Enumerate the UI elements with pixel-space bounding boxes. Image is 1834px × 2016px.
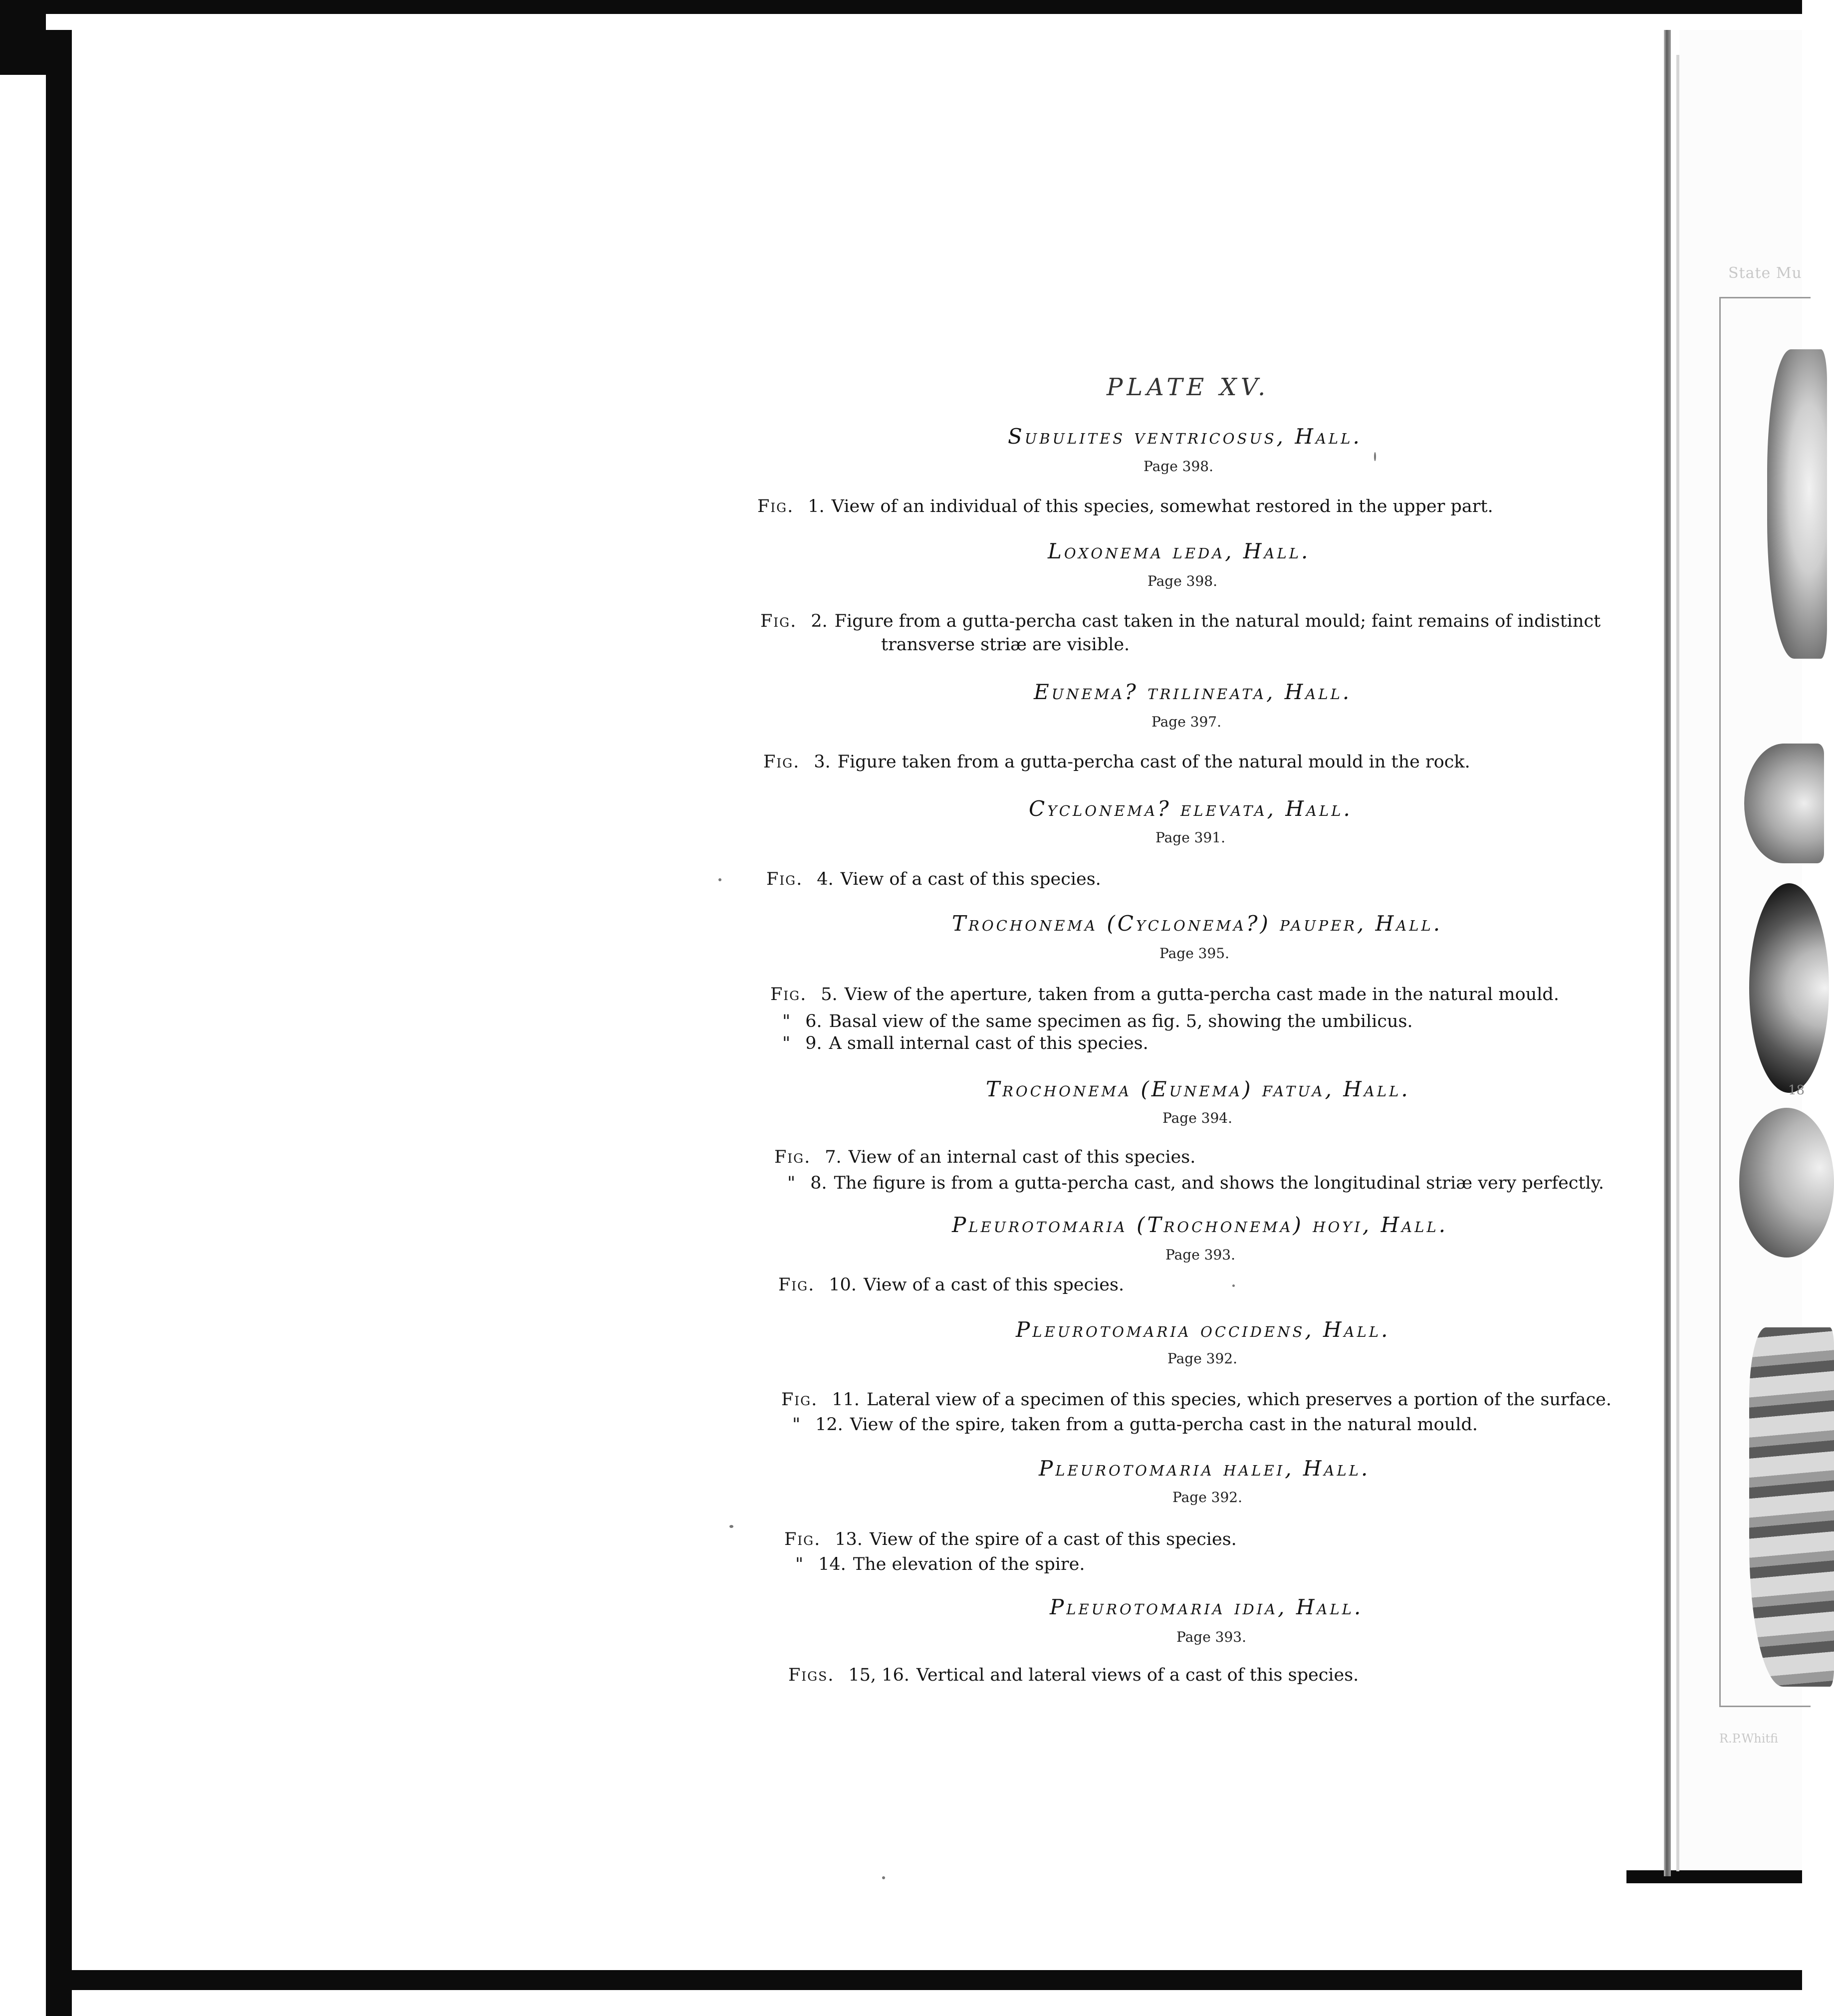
- figure-text: The elevation of the spire.: [853, 1554, 1085, 1574]
- figure-label: Fig.: [781, 1390, 818, 1410]
- figure-caption: [781, 1391, 1611, 1409]
- facing-page-header: State Mu: [1728, 264, 1802, 282]
- figure-number: 1.: [808, 497, 825, 516]
- fossil-illustration: [1767, 349, 1827, 659]
- plate-title: PLATE XV.: [1107, 373, 1270, 401]
- figure-text: Vertical and lateral views of a cast of this species.: [916, 1665, 1359, 1685]
- figure-caption: [763, 754, 1470, 771]
- figure-text: The figure is from a gutta-percha cast, and shows the longitudinal striæ very perfectly.: [834, 1173, 1605, 1193]
- book-gutter: [1664, 30, 1671, 1876]
- figure-text-continuation: transverse striæ are visible.: [881, 635, 1130, 655]
- facing-plate-page: [1679, 30, 1805, 1870]
- species-heading: Eunema? trilineata, Hall.: [1034, 680, 1352, 704]
- figure-number: 3.: [814, 752, 831, 772]
- figure-text: Figure taken from a gutta-percha cast of the natural mould in the rock.: [837, 752, 1470, 772]
- scan-speck: [1232, 1284, 1235, 1287]
- figure-number: 13.: [835, 1529, 863, 1549]
- fossil-illustration: [1749, 1327, 1834, 1687]
- species-heading: Pleurotomaria idia, Hall.: [1050, 1595, 1364, 1619]
- figure-caption: [782, 1013, 1413, 1030]
- figure-label: Figs.: [788, 1665, 835, 1685]
- species-heading: Pleurotomaria (Trochonema) hoyi, Hall.: [952, 1213, 1448, 1237]
- page-reference: Page 392.: [1167, 1350, 1238, 1367]
- figure-text: View of an individual of this species, somewhat restored in the upper part.: [831, 497, 1493, 516]
- page-reference: Page 391.: [1155, 829, 1226, 846]
- figure-text: View of an internal cast of this species.: [848, 1147, 1196, 1167]
- figure-text: View of the spire, taken from a gutta-percha cast in the natural mould.: [850, 1415, 1478, 1435]
- figure-caption: [788, 1667, 1359, 1684]
- figure-label: Fig.: [760, 611, 797, 631]
- figure-caption: [757, 498, 1493, 515]
- figure-caption: [766, 871, 1101, 888]
- species-heading: Cyclonema? elevata, Hall.: [1029, 796, 1353, 821]
- page-reference: Page 394.: [1162, 1110, 1233, 1126]
- figure-caption: [792, 1416, 1478, 1434]
- facing-page-footer: R.P.Whitfi: [1719, 1732, 1779, 1746]
- fossil-illustration: [1744, 744, 1824, 863]
- figure-label: Fig.: [774, 1147, 811, 1167]
- figure-caption: [778, 1276, 1124, 1294]
- figure-number: 7.: [825, 1147, 842, 1167]
- figure-caption: [782, 1035, 1148, 1052]
- figure-number: 11.: [832, 1390, 860, 1410]
- figure-text: View of a cast of this species.: [840, 869, 1101, 889]
- species-heading: Trochonema (Cyclonema?) pauper, Hall.: [952, 911, 1443, 936]
- figure-text: View of a cast of this species.: [863, 1275, 1125, 1295]
- figure-label: ": [792, 1415, 802, 1435]
- page-reference: Page 398.: [1147, 573, 1218, 589]
- figure-text: Basal view of the same specimen as fig. 5, showing the umbilicus.: [829, 1011, 1413, 1031]
- figure-number: 2.: [811, 611, 828, 631]
- figure-label: ": [795, 1554, 805, 1574]
- figure-text: Lateral view of a specimen of this species, which preserves a portion of the surface.: [866, 1390, 1612, 1410]
- figure-text: A small internal cast of this species.: [829, 1033, 1148, 1053]
- figure-number: 5.: [821, 985, 838, 1005]
- figure-number: 10.: [829, 1275, 857, 1295]
- figure-number: 12.: [815, 1415, 843, 1435]
- fossil-illustration: [1739, 1108, 1834, 1258]
- scan-speck: [1374, 452, 1376, 461]
- figure-caption: [760, 613, 1601, 630]
- figure-label: Fig.: [778, 1275, 815, 1295]
- species-heading: Trochonema (Eunema) fatua, Hall.: [986, 1077, 1410, 1101]
- figure-caption: [774, 1149, 1195, 1166]
- figure-label: Fig.: [757, 497, 794, 516]
- page-reference: Page 393.: [1176, 1629, 1247, 1645]
- figure-caption: [795, 1556, 1085, 1573]
- species-heading: Pleurotomaria occidens, Hall.: [1016, 1317, 1390, 1342]
- figure-text: View of the aperture, taken from a gutta-percha cast made in the natural mould.: [844, 985, 1559, 1005]
- figure-label: Fig.: [763, 752, 800, 772]
- scan-border-bottom: [46, 1970, 1802, 1990]
- page-reference: Page 398.: [1144, 458, 1214, 475]
- figure-label: Fig.: [770, 985, 807, 1005]
- figure-number: 8.: [810, 1173, 827, 1193]
- species-heading: Loxonema leda, Hall.: [1048, 539, 1311, 563]
- figure-number: 15, 16.: [848, 1665, 910, 1685]
- figure-number: 9.: [805, 1033, 822, 1053]
- figure-label: ": [782, 1033, 792, 1053]
- page-reference: Page 393.: [1165, 1247, 1236, 1263]
- figure-caption: [784, 1531, 1237, 1548]
- scan-speck: [729, 1525, 733, 1528]
- figure-number-mark: 18: [1788, 1083, 1805, 1098]
- scan-border-corner: [0, 0, 46, 75]
- figure-label: ": [787, 1173, 797, 1193]
- species-heading: Pleurotomaria halei, Hall.: [1039, 1456, 1371, 1481]
- scan-speck: [718, 878, 721, 881]
- figure-number: 6.: [805, 1011, 822, 1031]
- figure-label: ": [782, 1011, 792, 1031]
- scan-border-top: [0, 0, 1802, 14]
- fossil-illustration: [1749, 883, 1829, 1093]
- figure-label: Fig.: [766, 869, 803, 889]
- figure-number: 14.: [818, 1554, 846, 1574]
- scan-border-bottom-right: [1626, 1870, 1802, 1883]
- scan-speck: [882, 1876, 885, 1879]
- figure-text: View of the spire of a cast of this species.: [869, 1529, 1237, 1549]
- figure-caption: [770, 986, 1559, 1004]
- figure-label: Fig.: [784, 1529, 821, 1549]
- page-reference: Page 397.: [1151, 714, 1222, 730]
- figure-caption: [787, 1175, 1604, 1192]
- species-heading: Subulites ventricosus, Hall.: [1008, 424, 1362, 449]
- page-reference: Page 395.: [1159, 945, 1230, 962]
- figure-number: 4.: [817, 869, 834, 889]
- figure-text: Figure from a gutta-percha cast taken in the natural mould; faint remains of indistinct: [834, 611, 1601, 631]
- page-reference: Page 392.: [1172, 1489, 1243, 1506]
- scan-border-left: [46, 30, 72, 2016]
